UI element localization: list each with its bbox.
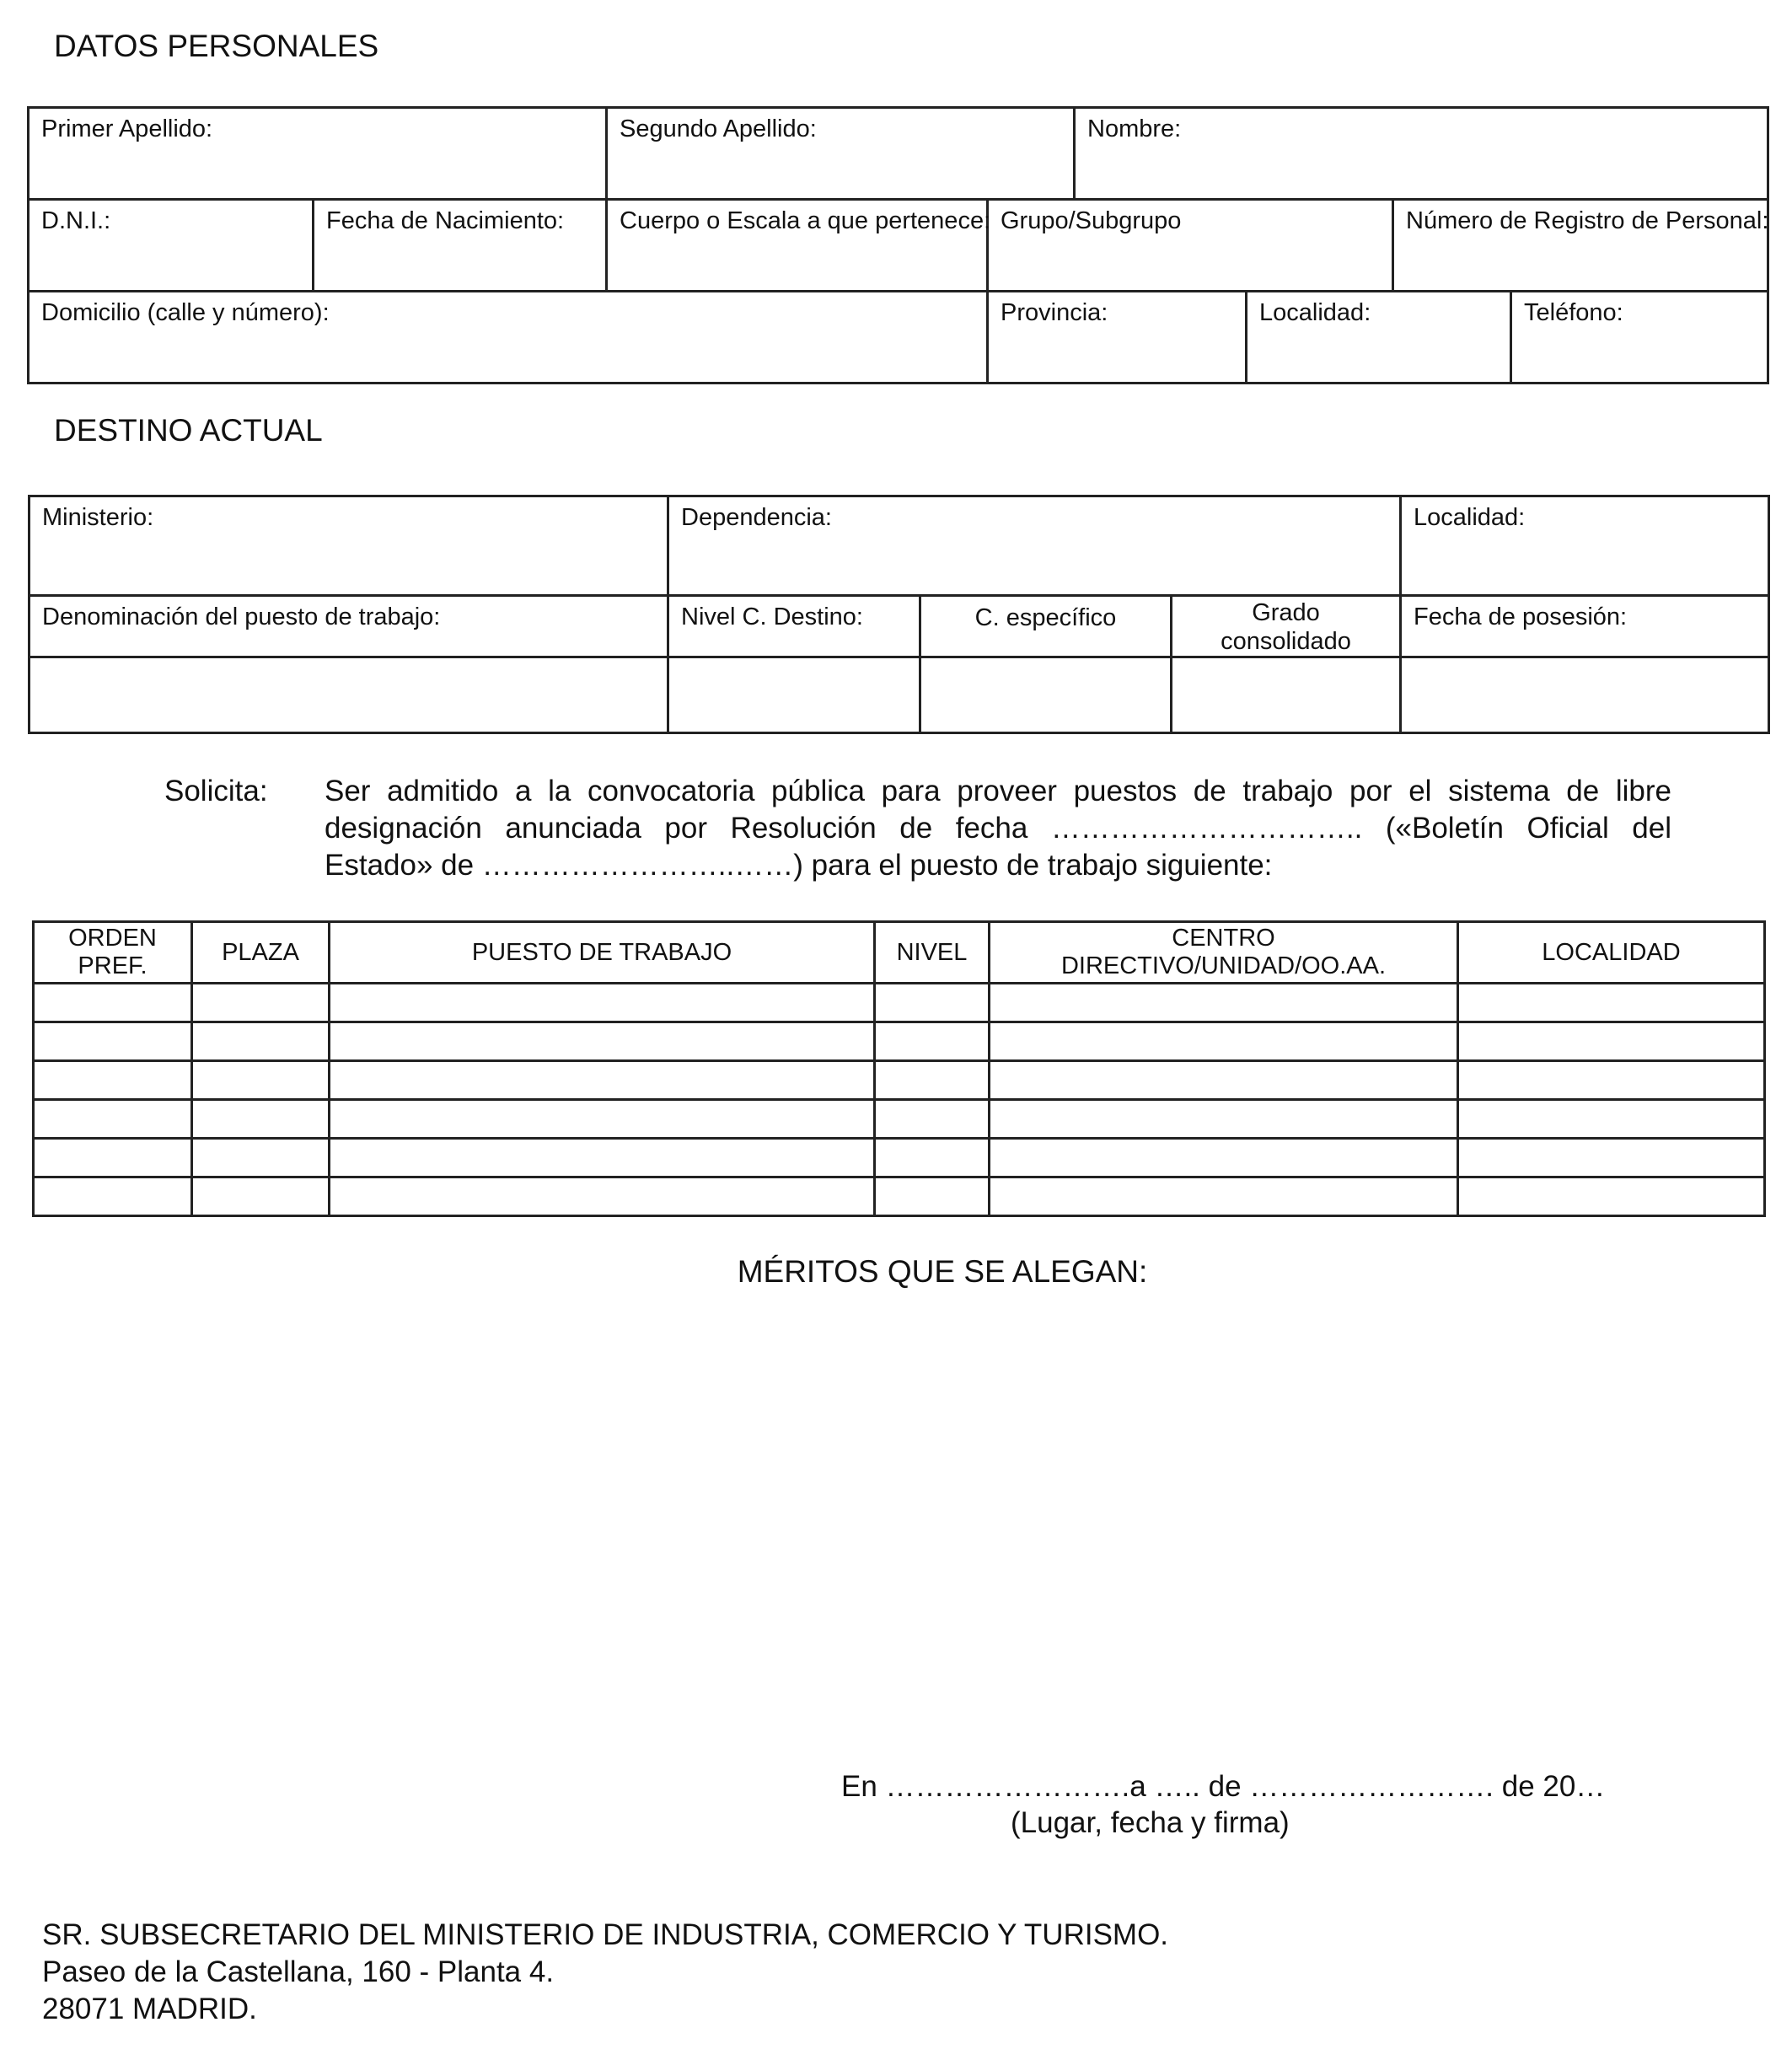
field-dependencia[interactable] — [668, 496, 1401, 596]
table-cell[interactable] — [330, 1022, 875, 1061]
header-localidad: LOCALIDAD — [1542, 938, 1681, 966]
table-cell[interactable] — [192, 1139, 330, 1177]
column-header — [990, 922, 1458, 984]
table-cell[interactable] — [192, 1061, 330, 1100]
table-cell[interactable] — [192, 1100, 330, 1139]
header-c-especifico — [920, 596, 1172, 657]
column-header — [330, 922, 875, 984]
addressee-line: 28071 MADRID. — [42, 1993, 257, 2025]
table-cell[interactable] — [990, 1061, 1458, 1100]
header-plaza: PLAZA — [222, 938, 299, 966]
field-label: Segundo Apellido: — [620, 115, 817, 142]
header-fecha-posesion — [1401, 596, 1769, 657]
section-heading-personal: DATOS PERSONALES — [54, 29, 379, 63]
table-cell[interactable] — [34, 1100, 192, 1139]
column-header — [192, 922, 330, 984]
table-cell[interactable] — [1458, 1139, 1765, 1177]
table-cell[interactable] — [330, 984, 875, 1022]
table-cell[interactable] — [875, 1177, 990, 1216]
field-label: Dependencia: — [681, 504, 832, 531]
header-nivel-destino — [668, 596, 920, 657]
header-denominacion — [30, 596, 668, 657]
table-cell[interactable] — [330, 1061, 875, 1100]
solicita-text — [325, 773, 1671, 884]
table-cell[interactable] — [192, 1177, 330, 1216]
field-localidad[interactable] — [1247, 292, 1511, 384]
table-cell[interactable] — [875, 1139, 990, 1177]
field-nombre[interactable] — [1075, 108, 1768, 200]
table-cell[interactable] — [1458, 1100, 1765, 1139]
table-cell[interactable] — [1458, 1177, 1765, 1216]
table-cell[interactable] — [990, 1100, 1458, 1139]
input-grado[interactable] — [1172, 657, 1401, 733]
field-label: Provincia: — [1001, 299, 1108, 326]
personal-data-table — [27, 106, 1769, 384]
addressee-line: SR. SUBSECRETARIO DEL MINISTERIO DE INDUSTRIA, COMERCIO Y TURISMO. — [42, 1918, 1169, 1951]
signature-line: En …………………….a ….. de ……………………. de 20… — [841, 1770, 1606, 1803]
field-domicilio[interactable] — [29, 292, 988, 384]
input-fecha-posesion[interactable] — [1401, 657, 1769, 733]
field-label: Cuerpo o Escala a que pertenece: — [620, 207, 991, 234]
puestos-table — [32, 920, 1766, 1217]
section-heading-destino: DESTINO ACTUAL — [54, 413, 323, 448]
input-nivel-destino[interactable] — [668, 657, 920, 733]
solicita-line: Ser admitido a la convocatoria pública para proveer puestos de trabajo por el sistema de libre — [325, 775, 1671, 807]
solicita-line: Estado» de ……………………..……) para el puesto de trabajo siguiente: — [325, 849, 1273, 882]
table-cell[interactable] — [1458, 1022, 1765, 1061]
destino-table — [28, 495, 1770, 734]
field-grupo-subgrupo[interactable] — [988, 200, 1393, 292]
field-segundo-apellido[interactable] — [607, 108, 1075, 200]
column-header — [34, 922, 192, 984]
solicita-line: designación anunciada por Resolución de fecha ………………………….. («Boletín Oficial del — [325, 812, 1671, 845]
field-destino-localidad[interactable] — [1401, 496, 1769, 596]
table-cell[interactable] — [990, 1177, 1458, 1216]
field-label: Primer Apellido: — [41, 115, 213, 142]
field-label: Nombre: — [1087, 115, 1182, 142]
table-cell[interactable] — [192, 984, 330, 1022]
field-label: D.N.I.: — [41, 207, 111, 234]
table-cell[interactable] — [330, 1100, 875, 1139]
field-label: Localidad: — [1259, 299, 1371, 326]
field-label: Ministerio: — [42, 504, 154, 531]
field-telefono[interactable] — [1511, 292, 1768, 384]
table-cell[interactable] — [990, 1022, 1458, 1061]
field-label: Teléfono: — [1524, 299, 1623, 326]
addressee-line: Paseo de la Castellana, 160 - Planta 4. — [42, 1955, 555, 1988]
table-cell[interactable] — [990, 984, 1458, 1022]
section-heading-meritos: MÉRITOS QUE SE ALEGAN: — [737, 1254, 1148, 1289]
field-cuerpo-escala[interactable] — [607, 200, 991, 292]
field-dni[interactable] — [29, 200, 314, 292]
table-cell[interactable] — [34, 1061, 192, 1100]
table-cell[interactable] — [330, 1139, 875, 1177]
table-cell[interactable] — [875, 1100, 990, 1139]
field-label: Fecha de Nacimiento: — [326, 207, 565, 234]
addressee-block — [42, 1917, 1168, 2028]
field-label: C. específico — [974, 604, 1117, 631]
field-ministerio[interactable] — [30, 496, 668, 596]
header-nivel: NIVEL — [896, 938, 968, 966]
input-denominacion[interactable] — [30, 657, 668, 733]
table-cell[interactable] — [875, 1061, 990, 1100]
table-cell[interactable] — [34, 1022, 192, 1061]
table-cell[interactable] — [34, 1139, 192, 1177]
table-cell[interactable] — [34, 984, 192, 1022]
field-label: Grado consolidado — [1221, 599, 1351, 655]
table-cell[interactable] — [1458, 1061, 1765, 1100]
field-primer-apellido[interactable] — [29, 108, 607, 200]
table-cell[interactable] — [990, 1139, 1458, 1177]
field-label: Denominación del puesto de trabajo: — [42, 603, 441, 630]
field-label: Grupo/Subgrupo — [1001, 207, 1182, 234]
table-cell[interactable] — [34, 1177, 192, 1216]
field-label: Nivel C. Destino: — [681, 603, 863, 630]
table-cell[interactable] — [1458, 984, 1765, 1022]
field-provincia[interactable] — [988, 292, 1247, 384]
field-label: Domicilio (calle y número): — [41, 299, 330, 326]
header-centro-directivo: CENTRO DIRECTIVO/UNIDAD/OO.AA. — [1060, 925, 1387, 979]
column-header — [875, 922, 990, 984]
header-puesto: PUESTO DE TRABAJO — [471, 938, 732, 966]
header-grado — [1172, 596, 1401, 657]
column-header — [1458, 922, 1765, 984]
field-numero-registro[interactable] — [1393, 200, 1768, 292]
header-orden-pref: ORDEN PREF. — [68, 925, 157, 979]
input-c-especifico[interactable] — [920, 657, 1172, 733]
table-cell[interactable] — [192, 1022, 330, 1061]
solicita-label: Solicita: — [164, 775, 268, 807]
field-fecha-nacimiento[interactable] — [314, 200, 607, 292]
field-label: Fecha de posesión: — [1414, 603, 1628, 630]
table-cell[interactable] — [875, 984, 990, 1022]
signature-caption: (Lugar, fecha y firma) — [1011, 1806, 1290, 1839]
field-label: Localidad: — [1414, 504, 1526, 531]
table-cell[interactable] — [330, 1177, 875, 1216]
table-cell[interactable] — [875, 1022, 990, 1061]
field-label: Número de Registro de Personal: — [1406, 207, 1769, 234]
